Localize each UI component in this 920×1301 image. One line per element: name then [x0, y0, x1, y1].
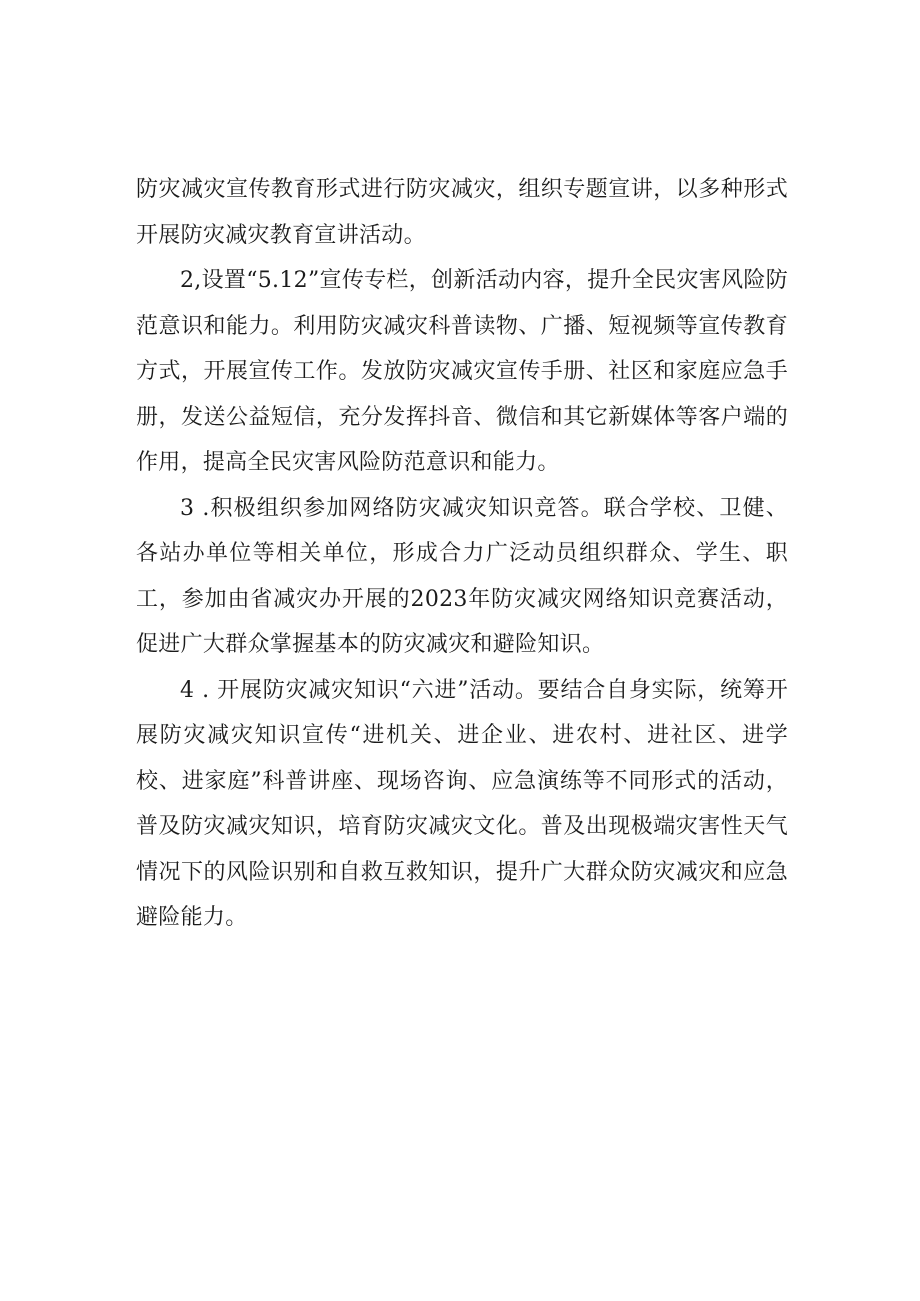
- document-body: [136, 167, 788, 941]
- paragraph-item-3: 3 .积极组织参加网络防灾减灾知识竞答。联合学校、卫健、各站办单位等相关单位，形成合力广泛动员组织群众、学生、职工，参加由省减灾办开展的2023年防灾减灾网络知识竞赛活动，促进广大群众掌握基本的防灾减灾和避险知识。: [136, 495, 788, 657]
- paragraph-continuation: 防灾减灾宣传教育形式进行防灾减灾，组织专题宣讲，以多种形式开展防灾减灾教育宣讲活动。: [136, 177, 788, 248]
- paragraph-item-4: 4 . 开展防灾减灾知识“六进”活动。要结合自身实际，统筹开展防灾减灾知识宣传“进机关、进企业、进农村、进社区、进学校、进家庭”科普讲座、现场咨询、应急演练等不同形式的活动，普及防灾减灾知识，培育防灾减灾文化。普及出现极端灾害性天气情况下的风险识别和自救互救知识，提升广大群众防灾减灾和应急避险能力。: [136, 677, 788, 930]
- paragraph-item-2: 2,设置“5.12”宣传专栏，创新活动内容，提升全民灾害风险防范意识和能力。利用防灾减灾科普读物、广播、短视频等宣传教育方式，开展宣传工作。发放防灾减灾宣传手册、社区和家庭应急手册，发送公益短信，充分发挥抖音、微信和其它新媒体等客户端的作用，提高全民灾害风险防范意识和能力。: [136, 268, 788, 475]
